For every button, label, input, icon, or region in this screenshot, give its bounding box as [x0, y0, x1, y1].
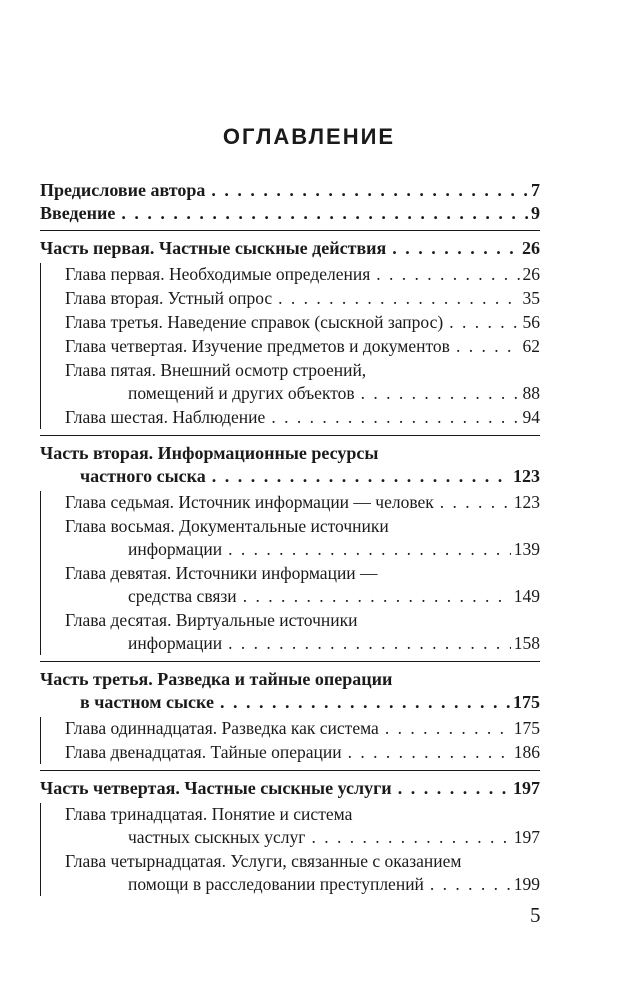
dot-leader	[456, 335, 520, 358]
part-entry-title: Часть четвертая. Частные сыскные услуги	[40, 778, 392, 798]
dot-leader	[243, 585, 511, 608]
dot-leader	[392, 237, 519, 260]
chapter-entry-line[interactable]	[65, 491, 540, 514]
chapter-entry-page-number: 139	[513, 539, 540, 559]
chapter-item	[65, 359, 540, 405]
chapter-item	[65, 287, 540, 310]
front-entry-title: Предисловие автора	[40, 180, 206, 200]
chapter-entry-page-number: 186	[513, 742, 540, 762]
part-entry-line[interactable]	[40, 465, 540, 488]
dot-leader	[348, 741, 511, 764]
chapter-entry-title: Глава одиннадцатая. Разведка как система	[65, 718, 379, 738]
chapter-entry-page-number: 199	[513, 874, 540, 894]
chapter-item	[65, 717, 540, 740]
part-entry-line[interactable]	[40, 777, 540, 800]
chapter-entry-line[interactable]	[65, 287, 540, 310]
part-entry-page-number: 197	[513, 778, 540, 798]
front-matter	[40, 179, 540, 231]
chapter-entry-page-number: 56	[522, 312, 540, 332]
chapter-entry-title: Глава восьмая. Документальные источники	[65, 516, 389, 536]
chapter-entry-title: Глава третья. Наведение справок (сыскной запрос)	[65, 312, 444, 332]
part-entry-page-number: 26	[522, 238, 540, 258]
chapter-entry-title: информации	[128, 539, 223, 559]
chapter-entry-line[interactable]	[65, 562, 540, 585]
chapter-entry-title: Глава первая. Необходимые определения	[65, 264, 371, 284]
chapter-entry-page-number: 149	[513, 586, 540, 606]
chapter-entry-line[interactable]	[65, 406, 540, 429]
dot-leader	[228, 538, 511, 561]
chapter-entry-page-number: 88	[522, 383, 540, 403]
front-entry[interactable]	[40, 202, 540, 225]
chapter-entry-title: Глава двенадцатая. Тайные операции	[65, 742, 342, 762]
chapter-entry-line[interactable]	[65, 873, 540, 896]
chapter-item	[65, 515, 540, 561]
chapter-entry-title: средства связи	[128, 586, 237, 606]
part-entry-title: Часть вторая. Информационные ресурсы	[40, 443, 379, 463]
part-entry-page-number: 175	[513, 692, 540, 712]
part-entry-line[interactable]	[40, 691, 540, 714]
chapter-entry-page-number: 158	[513, 633, 540, 653]
chapter-item	[65, 335, 540, 358]
chapter-entry-page-number: 62	[522, 336, 540, 356]
front-entry-title: Введение	[40, 203, 116, 223]
dot-leader	[220, 691, 510, 714]
dot-leader	[278, 287, 519, 310]
chapter-entry-title: частных сыскных услуг	[128, 827, 306, 847]
chapter-item	[65, 741, 540, 764]
part-entry-title: Часть третья. Разведка и тайные операции	[40, 669, 393, 689]
chapter-entry-title: Глава девятая. Источники информации —	[65, 563, 378, 583]
chapter-entry-line[interactable]	[65, 538, 540, 561]
chapter-list	[40, 263, 540, 429]
chapter-entry-line[interactable]	[65, 263, 540, 286]
chapter-list	[40, 491, 540, 655]
chapter-entry-title: Глава пятая. Внешний осмотр строений,	[65, 360, 367, 380]
part-section	[40, 237, 540, 436]
dot-leader	[271, 406, 519, 429]
chapter-entry-line[interactable]	[65, 382, 540, 405]
chapter-item	[65, 491, 540, 514]
page-number: 5	[530, 903, 541, 927]
dot-leader	[440, 491, 511, 514]
part-entry-title: в частном сыске	[80, 692, 214, 712]
front-entry[interactable]	[40, 179, 540, 202]
chapter-entry-title: помещений и других объектов	[128, 383, 355, 403]
chapter-item	[65, 803, 540, 849]
chapter-entry-page-number: 94	[522, 407, 540, 427]
page-title: ОГЛАВЛЕНИЕ	[222, 124, 396, 149]
chapter-entry-title: Глава седьмая. Источник информации — человек	[65, 492, 434, 512]
dot-leader	[228, 632, 511, 655]
dot-leader	[121, 202, 528, 225]
chapter-entry-title: Глава вторая. Устный опрос	[65, 288, 273, 308]
chapter-item	[65, 263, 540, 286]
chapter-list	[40, 717, 540, 764]
chapter-entry-line[interactable]	[65, 826, 540, 849]
chapter-entry-title: Глава шестая. Наблюдение	[65, 407, 266, 427]
chapter-entry-title: Глава тринадцатая. Понятие и система	[65, 804, 353, 824]
chapter-list	[40, 803, 540, 896]
chapter-item	[65, 850, 540, 896]
chapter-entry-line[interactable]	[65, 585, 540, 608]
chapter-entry-page-number: 123	[513, 492, 540, 512]
part-section	[40, 777, 540, 902]
dot-leader	[211, 179, 528, 202]
chapter-entry-line[interactable]	[65, 311, 540, 334]
part-entry-line[interactable]	[40, 442, 540, 465]
chapter-entry-title: Глава четырнадцатая. Услуги, связанные с оказанием	[65, 851, 462, 871]
dot-leader	[311, 826, 510, 849]
part-section	[40, 668, 540, 771]
chapter-entry-line[interactable]	[65, 741, 540, 764]
chapter-entry-page-number: 35	[522, 288, 540, 308]
part-entry-title: частного сыска	[80, 466, 206, 486]
chapter-entry-page-number: 26	[522, 264, 540, 284]
chapter-entry-line[interactable]	[65, 803, 540, 826]
dot-leader	[376, 263, 519, 286]
chapter-entry-line[interactable]	[65, 335, 540, 358]
part-section	[40, 442, 540, 662]
part-entry-line[interactable]	[40, 668, 540, 691]
chapter-entry-title: информации	[128, 633, 223, 653]
chapter-item	[65, 311, 540, 334]
chapter-entry-line[interactable]	[65, 717, 540, 740]
dot-leader	[398, 777, 510, 800]
dot-leader	[430, 873, 511, 896]
dot-leader	[385, 717, 511, 740]
chapter-entry-title: Глава четвертая. Изучение предметов и документов	[65, 336, 450, 356]
chapter-entry-line[interactable]	[65, 609, 540, 632]
table-of-contents	[40, 179, 540, 908]
chapter-entry-line[interactable]	[65, 632, 540, 655]
dot-leader	[361, 382, 520, 405]
chapter-entry-title: помощи в расследовании преступлений	[128, 874, 424, 894]
chapter-entry-title: Глава десятая. Виртуальные источники	[65, 610, 358, 630]
dot-leader	[449, 311, 519, 334]
chapter-entry-page-number: 197	[513, 827, 540, 847]
front-entry-page-number: 9	[531, 203, 540, 223]
dot-leader	[212, 465, 510, 488]
chapter-item	[65, 406, 540, 429]
chapter-entry-line[interactable]	[65, 850, 540, 873]
chapter-item	[65, 609, 540, 655]
chapter-entry-page-number: 175	[513, 718, 540, 738]
front-entry-page-number: 7	[531, 180, 540, 200]
chapter-entry-line[interactable]	[65, 359, 540, 382]
chapter-item	[65, 562, 540, 608]
part-entry-title: Часть первая. Частные сыскные действия	[40, 238, 387, 258]
part-entry-page-number: 123	[513, 466, 540, 486]
part-entry-line[interactable]	[40, 237, 540, 260]
chapter-entry-line[interactable]	[65, 515, 540, 538]
